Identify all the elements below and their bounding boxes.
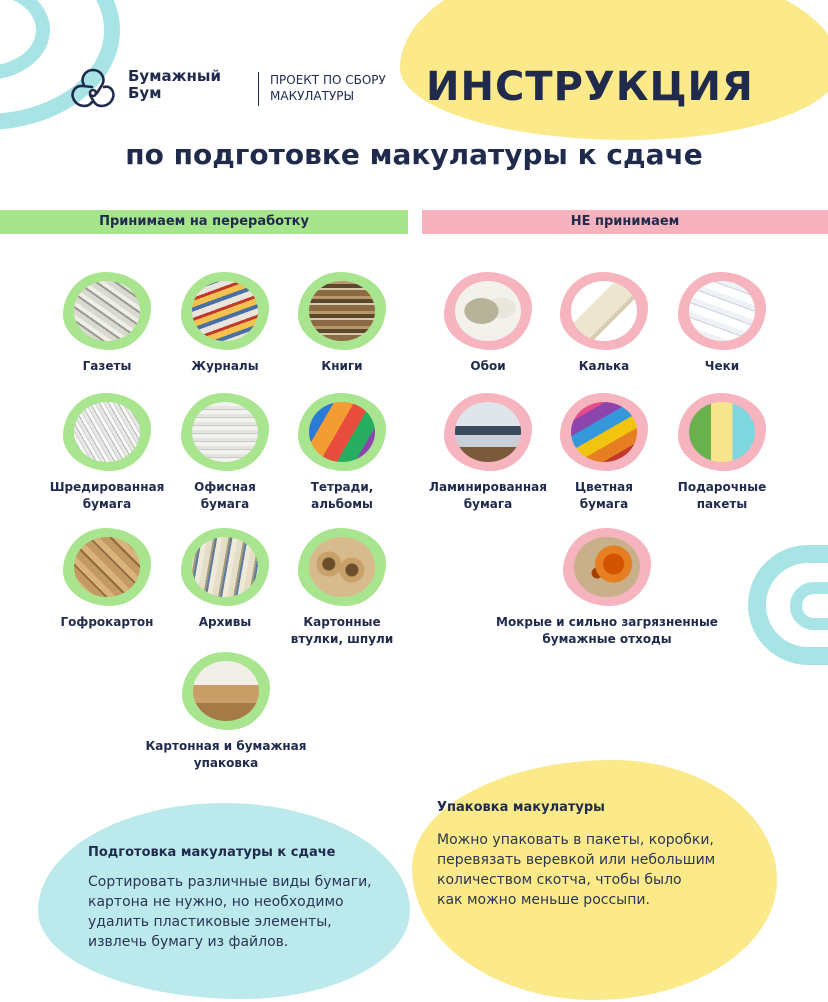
- item-label: Цветная бумага: [575, 480, 633, 511]
- wallpaper-rolls-image: [444, 272, 532, 350]
- receipts-image: [678, 272, 766, 350]
- item-label: Мокрые и сильно загрязненные бумажные отходы: [496, 615, 718, 646]
- item-label: Тетради, альбомы: [310, 480, 374, 511]
- preparation-text: Сортировать различные виды бумаги, картона не нужно, но необходимо удалить пластиковые элементы, извлечь бумагу из файлов.: [88, 874, 372, 950]
- item-label: Обои: [470, 359, 506, 373]
- corrugated-cardboard-image: [63, 528, 151, 606]
- tracing-paper-image: [560, 272, 648, 350]
- item-label: Картонная и бумажная упаковка: [145, 739, 307, 770]
- accepted-item-notebooks: [267, 393, 417, 513]
- item-label: Картонные втулки, шпули: [290, 615, 394, 646]
- page-title: ИНСТРУКЦИЯ: [426, 64, 754, 110]
- dirty-paper-image: [563, 528, 651, 606]
- item-label: Архивы: [198, 615, 252, 629]
- rejected-item-gift-bags: [647, 393, 797, 513]
- cardboard-tubes-image: [298, 528, 386, 606]
- rejected-section-header: НЕ принимаем: [422, 210, 828, 234]
- item-label: Ламинированная бумага: [429, 480, 547, 511]
- page-subtitle: по подготовке макулатуры к сдаче: [125, 138, 703, 171]
- newspapers-image: [63, 272, 151, 350]
- recycle-logo-icon: [68, 66, 118, 112]
- item-label: Шредированная бумага: [49, 480, 165, 511]
- accepted-item-cardboard-packaging: [136, 652, 316, 772]
- preparation-title: Подготовка макулатуры к сдаче: [88, 845, 336, 860]
- magazines-image: [181, 272, 269, 350]
- item-label: Гофрокартон: [60, 615, 154, 629]
- item-label: Калька: [578, 359, 630, 373]
- shredded-paper-image: [63, 393, 151, 471]
- office-paper-image: [181, 393, 269, 471]
- item-label: Книги: [321, 359, 363, 373]
- item-label: Подарочные пакеты: [677, 480, 767, 511]
- rejected-item-receipts: [647, 272, 797, 375]
- rejected-item-dirty-paper: [464, 528, 750, 648]
- packing-text: Можно упаковать в пакеты, коробки, перевязать веревкой или небольшим количеством скотча, чтобы было как можно меньше россыпи.: [437, 832, 716, 908]
- accepted-item-cardboard-tubes: [267, 528, 417, 648]
- notebooks-image: [298, 393, 386, 471]
- packing-title: Упаковка макулатуры: [437, 800, 605, 815]
- item-label: Чеки: [704, 359, 740, 373]
- item-label: Журналы: [191, 359, 259, 373]
- accepted-item-books: [267, 272, 417, 375]
- item-label: Газеты: [82, 359, 132, 373]
- books-image: [298, 272, 386, 350]
- gift-bags-image: [678, 393, 766, 471]
- accepted-section-header: Принимаем на переработку: [0, 210, 408, 234]
- cardboard-boxes-image: [182, 652, 270, 730]
- archives-image: [181, 528, 269, 606]
- header-divider: [258, 72, 259, 106]
- laminated-paper-image: [444, 393, 532, 471]
- item-label: Офисная бумага: [194, 480, 256, 511]
- brand-name: Бумажный Бум: [128, 67, 221, 102]
- colored-paper-image: [560, 393, 648, 471]
- project-tagline: ПРОЕКТ ПО СБОРУ МАКУЛАТУРЫ: [270, 73, 386, 103]
